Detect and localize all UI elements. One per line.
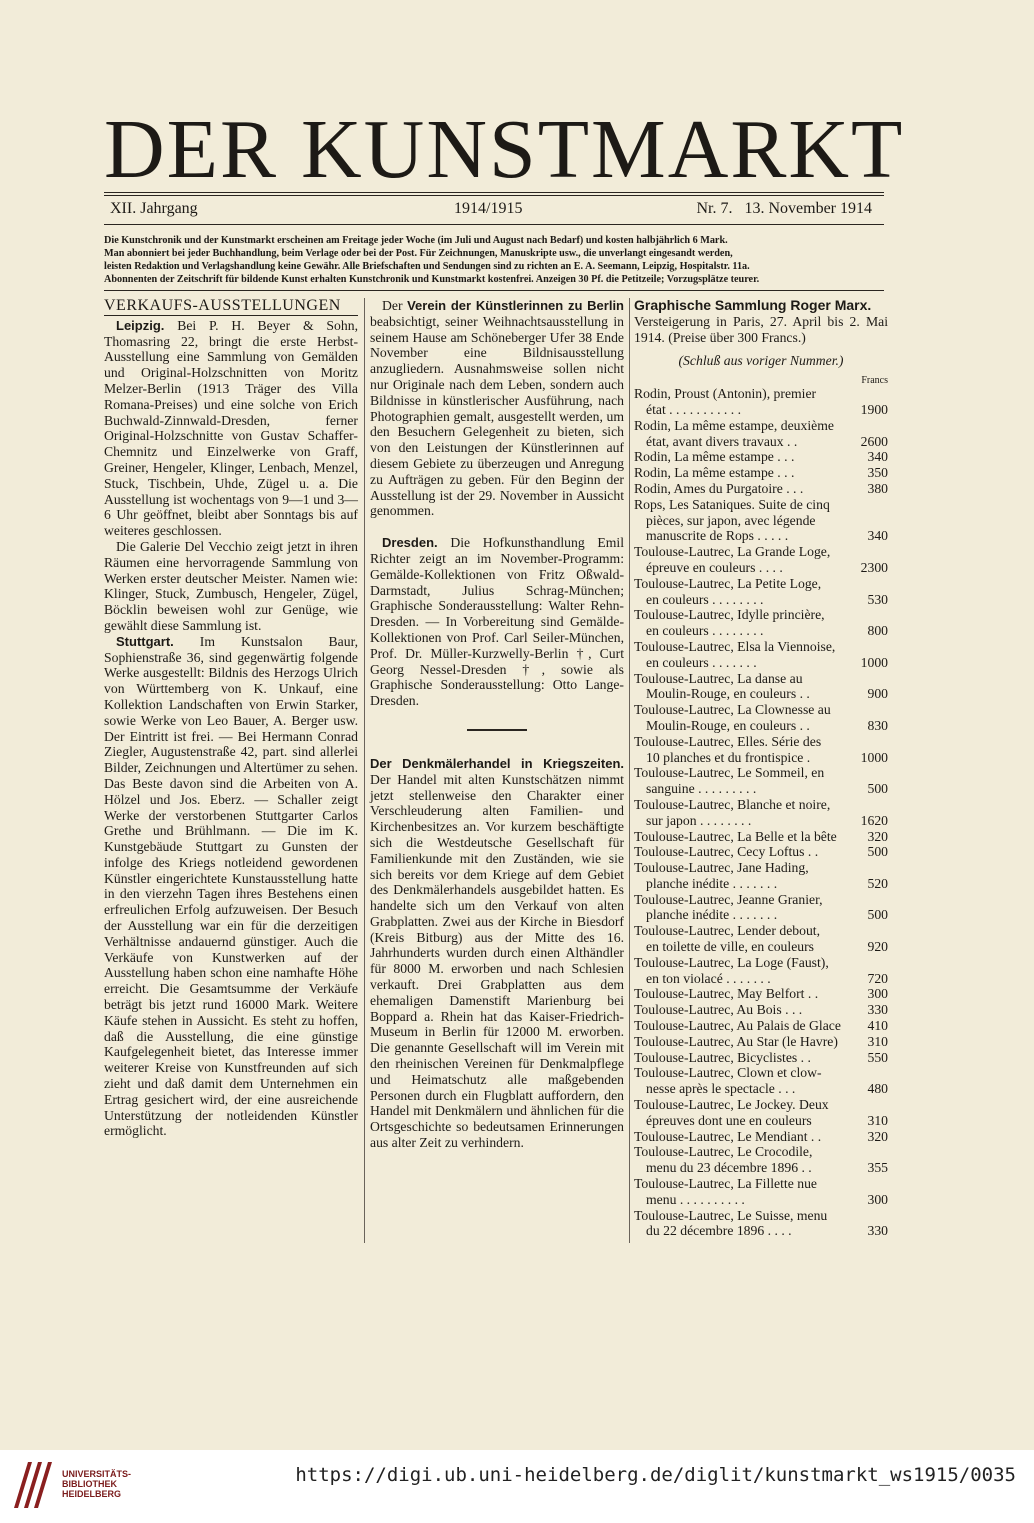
entry-price: 550 [867, 1049, 888, 1065]
entry-price: 500 [867, 781, 888, 797]
price-entry [634, 986, 888, 1002]
price-entry [634, 1065, 888, 1097]
entry-text: sur japon . . . . . . . . [646, 812, 752, 828]
article-text: beabsichtigt, seiner Weihnachtsausstellung in seinem Hause am Schöneberger Ufer 38 Ende November eine Bildnisausstellung anzugliedern. Ausnahmsweise sollen nicht nur Originale nach dem Leben, sondern auch Bildnisse in künstlerischer Ausführung, nach Photographien gemalt, ausgestellt werden, um den Besuchern Gelegenheit zu bieten, sich von den Leistungen der Künstlerinnen auf diesem Gebiete zu überzeugen und Anregung zu Aufträgen zu geben. Für den Beginn der Ausstellung ist der 29. November in Aussicht genommen. [370, 313, 624, 519]
entry-text: épreuve en couleurs . . . . [646, 559, 783, 575]
entry-text: Toulouse-Lautrec, Clown et clow- [634, 1065, 822, 1081]
column-right [634, 298, 888, 1239]
price-entry [634, 860, 888, 892]
entry-title-line [634, 1129, 888, 1145]
section-separator [467, 729, 527, 731]
entry-price: 330 [867, 1223, 888, 1239]
entry-text: Toulouse-Lautrec, La danse au [634, 670, 803, 686]
article-text: Bei P. H. Beyer & Sohn, Thomasring 22, bringt die erste Herbst-Ausstellung eine Sammlung von Gemälden und Original-Holzschnitten von Moritz Melzer-Berlin (1913 Träger des Villa Romana-Preises) und eine solche von Erich Buchwald-Zinnwald-Dresden, ferner Original-Holzschnitte von Gustav Schaffer-Chemnitz und Einzelwerke von Graff, Greiner, Hengeler, Klinger, Lenbach, Menzel, Stuck, Tischbein, Uhde, Zügel u. a. Die Ausstellung ist wochentags von 9—1 und 3—6 Uhr geöffnet, bleibt aber Sonntags bis auf weiteres geschlossen. [104, 317, 358, 539]
notice-rule [104, 290, 884, 291]
price-entry [634, 671, 888, 703]
entry-text: Rops, Les Sataniques. Suite de cinq [634, 496, 830, 512]
entry-continuation-line [634, 528, 888, 544]
entry-price: 830 [867, 717, 888, 733]
entry-text: Toulouse-Lautrec, Le Sommeil, en [634, 765, 825, 781]
issue-years: 1914/1915 [454, 200, 523, 217]
article-text: Der Handel mit alten Kunstschätzen nimmt jetzt stellenweise den Charakter einer Verschleuderung alten Familien- und Kirchenbesitzes an. Vor kurzem beschäftigte sich die Westdeutsche Gesellschaft für Familienkunde mit den Zuständen, wie sie sich bereits vor dem Kriege auf dem Gebiet des Denkmälerhandels ausgebildet hatten. Es handelte sich um den Verkauf von alten Grabplatten. Zwei aus der Kirche in Biesdorf (Kreis Bitburg) aus der Mitte des 16. Jahrhunderts wurden durch einen Althändler für 8000 M. erworben und nach Schlesien verkauft. Drei Grabplatten aus dem ehemaligen Damenstift Marienburg bei Boppard a. Rhein hat das Kaiser-Friedrich-Museum in Berlin für 12000 M. erworben. Die genannte Gesellschaft will im Verein mit den rheinischen Vereinen für Denkmalpflege und Heimatschutz alle maßgebenden Personen durch ein Flugblatt auffordern, den Handel mit Denkmälern und ähnlichen für die Ortsgeschichte so bedeutsamen Erinnerungen aus alter Zeit zu verhindern. [370, 771, 624, 1151]
price-entry [634, 1208, 888, 1240]
entry-continuation-line [634, 1192, 888, 1208]
entry-price: 310 [867, 1033, 888, 1049]
price-entry [634, 418, 888, 450]
entry-price: 720 [867, 970, 888, 986]
issue-number-date: Nr. 7. 13. November 1914 [696, 200, 872, 217]
price-entry [634, 797, 888, 829]
entry-price: 1000 [860, 654, 888, 670]
price-entry [634, 639, 888, 671]
entry-price: 410 [867, 1018, 888, 1034]
entry-text: Toulouse-Lautrec, Au Palais de Glace [634, 1018, 841, 1034]
section-heading: VERKAUFS-AUSSTELLUNGEN [104, 298, 358, 316]
entry-title-line [634, 1034, 888, 1050]
entry-continuation-line [634, 623, 888, 639]
institution-line: BIBLIOTHEK [62, 1479, 117, 1489]
issue-rule [104, 224, 884, 225]
subscription-notice [104, 234, 884, 286]
entry-continuation-line [634, 718, 888, 734]
entry-price: 530 [867, 591, 888, 607]
entry-text: Toulouse-Lautrec, La Loge (Faust), [634, 954, 829, 970]
entry-continuation-line [634, 513, 888, 529]
entry-title-line [634, 465, 888, 481]
entry-price: 340 [867, 528, 888, 544]
article-lead: Der [382, 298, 403, 313]
entry-price: 1000 [860, 749, 888, 765]
price-entry [634, 923, 888, 955]
notice-line: Abonnenten der Zeitschrift für bildende Kunst erhalten Kunstchronik und Kunstmarkt kostenfrei. Anzeigen 30 Pf. die Petitzeile; Vorzugsplätze teurer. [104, 274, 760, 285]
price-entry [634, 465, 888, 481]
entry-price: 300 [867, 1191, 888, 1207]
price-entry [634, 702, 888, 734]
price-list [634, 386, 888, 1239]
entry-text: menu du 23 décembre 1896 . . [646, 1160, 812, 1176]
price-entry [634, 734, 888, 766]
entry-title-line [634, 923, 888, 939]
entry-text: sanguine . . . . . . . . . [646, 781, 757, 797]
entry-title-line [634, 765, 888, 781]
notice-line: Die Kunstchronik und der Kunstmarkt erscheinen am Freitage jeder Woche (im Juli und August nach Bedarf) und kosten halbjährlich 6 Mark. [104, 235, 728, 246]
entry-title-line [634, 844, 888, 860]
entry-text: Toulouse-Lautrec, Le Jockey. Deux [634, 1097, 829, 1113]
institution-line: HEIDELBERG [62, 1489, 122, 1499]
entry-title-line [634, 986, 888, 1002]
price-entry [634, 481, 888, 497]
entry-price: 355 [867, 1160, 888, 1176]
entry-price: 300 [867, 986, 888, 1002]
entry-title-line [634, 829, 888, 845]
entry-text: Toulouse-Lautrec, Le Mendiant . . [634, 1128, 822, 1144]
entry-continuation-line [634, 1160, 888, 1176]
entry-continuation-line [634, 813, 888, 829]
auction-title-text: Graphische Sammlung Roger Marx. [634, 297, 872, 313]
entry-continuation-line [634, 1081, 888, 1097]
article-stuttgart [104, 634, 358, 1140]
entry-text: Toulouse-Lautrec, Au Star (le Havre) [634, 1033, 838, 1049]
entry-text: Toulouse-Lautrec, Lender debout, [634, 923, 821, 939]
entry-text: épreuves dont une en couleurs [646, 1112, 812, 1128]
notice-line: Man abonniert bei jeder Buchhandlung, beim Verlage oder bei der Post. Für Zeichnungen, Manuskripte usw., die unverlangt eingesandt werden, [104, 248, 733, 259]
entry-title-line [634, 734, 888, 750]
price-entry [634, 955, 888, 987]
entry-title-line [634, 418, 888, 434]
library-footer [0, 1450, 1034, 1523]
entry-price: 800 [867, 623, 888, 639]
entry-text: Toulouse-Lautrec, Bicyclistes . . [634, 1049, 811, 1065]
price-entry [634, 544, 888, 576]
entry-price: 340 [867, 449, 888, 465]
price-entry [634, 844, 888, 860]
entry-text: Toulouse-Lautrec, Le Crocodile, [634, 1144, 813, 1160]
entry-title-line [634, 1144, 888, 1160]
entry-text: planche inédite . . . . . . . [646, 907, 778, 923]
university-library-logo-icon [10, 1458, 54, 1512]
entry-text: Rodin, Proust (Antonin), premier [634, 386, 817, 402]
price-entry [634, 892, 888, 924]
continuation-note: (Schluß aus voriger Nummer.) [678, 353, 844, 369]
entry-text: Toulouse-Lautrec, Cecy Loftus . . [634, 844, 819, 860]
place-name: Stuttgart. [116, 633, 174, 649]
entry-title-line [634, 544, 888, 560]
price-entry [634, 1018, 888, 1034]
masthead-rule-top-2 [104, 195, 884, 196]
entry-text: Toulouse-Lautrec, Idylle princière, [634, 607, 825, 623]
entry-text: Toulouse-Lautrec, Jeanne Granier, [634, 891, 823, 907]
entry-text: pièces, sur japon, avec légende [646, 512, 816, 528]
entry-continuation-line [634, 907, 888, 923]
entry-text: menu . . . . . . . . . . [646, 1191, 745, 1207]
column-divider [629, 298, 630, 1243]
entry-price: 500 [867, 844, 888, 860]
article-denkmal [370, 756, 624, 1151]
column-divider [364, 298, 365, 1243]
entry-continuation-line [634, 434, 888, 450]
column-left [104, 298, 358, 1139]
entry-continuation-line [634, 560, 888, 576]
price-entry [634, 1097, 888, 1129]
entry-price: 380 [867, 480, 888, 496]
entry-continuation-line [634, 876, 888, 892]
entry-text: planche inédite . . . . . . . [646, 875, 778, 891]
entry-text: Toulouse-Lautrec, Le Suisse, menu [634, 1207, 828, 1223]
entry-title-line [634, 860, 888, 876]
entry-title-line [634, 1208, 888, 1224]
entry-price: 320 [867, 1128, 888, 1144]
entry-continuation-line [634, 781, 888, 797]
entry-title-line [634, 449, 888, 465]
auction-intro: Versteigerung in Paris, 27. April bis 2. Mai 1914. (Preise über 300 Francs.) [634, 313, 888, 345]
entry-price: 1900 [860, 401, 888, 417]
entry-title-line [634, 576, 888, 592]
article-dresden [370, 535, 624, 709]
entry-text: en couleurs . . . . . . . [646, 654, 757, 670]
entry-title-line [634, 671, 888, 687]
masthead-title: DER KUNSTMARKT [104, 103, 905, 196]
price-entry [634, 576, 888, 608]
entry-title-line [634, 497, 888, 513]
entry-continuation-line [634, 1113, 888, 1129]
entry-price: 330 [867, 1002, 888, 1018]
entry-price: 480 [867, 1081, 888, 1097]
price-entry [634, 1129, 888, 1145]
entry-title-line [634, 955, 888, 971]
masthead-rule-top [104, 192, 884, 193]
entry-title-line [634, 639, 888, 655]
entry-price: 2300 [860, 559, 888, 575]
entry-text: Rodin, La même estampe . . . [634, 465, 795, 481]
entry-continuation-line [634, 1223, 888, 1239]
place-name: Dresden. [382, 535, 438, 551]
entry-text: Toulouse-Lautrec, Elsa la Viennoise, [634, 638, 836, 654]
entry-text: Toulouse-Lautrec, Elles. Série des [634, 733, 822, 749]
entry-text: du 22 décembre 1896 . . . . [646, 1223, 792, 1239]
entry-continuation-line [634, 686, 888, 702]
article-verein [370, 298, 624, 519]
entry-text: Toulouse-Lautrec, Blanche et noire, [634, 796, 831, 812]
entry-title-line [634, 386, 888, 402]
entry-text: Rodin, La même estampe . . . [634, 449, 795, 465]
article-leipzig [104, 318, 358, 539]
entry-text: Toulouse-Lautrec, May Belfort . . [634, 986, 819, 1002]
entry-text: en toilette de ville, en couleurs [646, 939, 814, 955]
institution-line: UNIVERSITÄTS- [62, 1469, 132, 1479]
entry-price: 350 [867, 465, 888, 481]
entry-title-line [634, 892, 888, 908]
article-text: Im Kunstsalon Baur, Sophienstraße 36, sind gegenwärtig folgende Werke ausgestellt: Bildnis des Herzogs Ulrich von Württemberg von K. Unkauf, eine Kollektion Landschaften von Erwin Starker, sowie Werke von Leo Bauer, A. Berger usw. Der Eintritt ist frei. — Bei Hermann Conrad Ziegler, Augustenstraße 42, part. sind allerlei Bilder, Zeichnungen und Altertümer zu sehen. Das Beste davon sind die Arbeiten von A. Hölzel und Jos. Eberz. — Schaller zeigt Werke der verstorbenen Stuttgarter Carlos Grethe und Brühlmann. — Die im K. Kunstgebäude Stuttgart zu Gunsten der infolge des Kriegs notleidend gewordenen Künstler eingerichtete Kunstausstellung hatte in den vierzehn Tagen ihres Bestehens einen erfreulichen Erfolg aufzuweisen. Der Besuch der Ausstellung war ein für die derzeitigen Verhältnisse andauernd günstiger. Auch die Verkäufe von Kunstwerken auf der Ausstellung haben schon eine namhafte Höhe erreicht. Die Gesamtsumme der Verkäufe beträgt bis jetzt rund 16000 Mark. Weitere Käufe stehen in Aussicht. Es steht zu hoffen, daß die Ausstellung, die eine günstige Kaufgelegenheit bietet, das Interesse immer weiterer Kreise von Kunstfreunden auf sich zieht und daß damit dem Unternehmen ein Ertrag gesichert wird, der eine ausreichende Unterstützung der notleidenden Künstler ermöglicht. [104, 633, 359, 1139]
price-entry [634, 1050, 888, 1066]
entry-text: en ton violacé . . . . . . . [646, 970, 771, 986]
entry-text: état, avant divers travaux . . [646, 433, 798, 449]
entry-title-line [634, 1065, 888, 1081]
entry-text: Toulouse-Lautrec, La Petite Loge, [634, 575, 822, 591]
entry-text: Toulouse-Lautrec, La Belle et la bête [634, 828, 837, 844]
article-galerie: Die Galerie Del Vecchio zeigt jetzt in ihren Räumen eine hervorragende Sammlung von Werken erster deutscher Meister. Namen wie: Klinger, Stuck, Zumbusch, Hengeler, Zügel, Böcklin beweisen wohl zur Genüge, wie gewählt diese Sammlung ist. [104, 538, 358, 633]
entry-text: Toulouse-Lautrec, Au Bois . . . [634, 1002, 803, 1018]
place-name: Leipzig. [116, 317, 165, 333]
article-title: Der Denkmälerhandel in Kriegszeiten. [370, 755, 624, 771]
price-entry [634, 765, 888, 797]
entry-price: 320 [867, 828, 888, 844]
entry-price: 520 [867, 875, 888, 891]
entry-text: 10 planches et du frontispice . [646, 749, 811, 765]
auction-title [634, 298, 888, 314]
entry-continuation-line [634, 592, 888, 608]
entry-text: nesse après le spectacle . . . [646, 1081, 796, 1097]
entry-text: Moulin-Rouge, en couleurs . . [646, 686, 810, 702]
entry-text: manuscrite de Rops . . . . . [646, 528, 789, 544]
price-entry [634, 1144, 888, 1176]
entry-text: Moulin-Rouge, en couleurs . . [646, 717, 810, 733]
price-entry [634, 829, 888, 845]
entry-title-line [634, 607, 888, 623]
currency-label: Francs [861, 375, 888, 387]
notice-line: leisten Redaktion und Verlagshandlung keine Gewähr. Alle Briefschaften und Sendungen sind zu richten an E. A. Seemann, Leipzig, Hospitalstr. 11a. [104, 261, 750, 272]
entry-continuation-line [634, 750, 888, 766]
entry-price: 310 [867, 1112, 888, 1128]
issue-volume: XII. Jahrgang [110, 200, 198, 217]
entry-continuation-line [634, 402, 888, 418]
permalink-url[interactable]: https://digi.ub.uni-heidelberg.de/diglit/kunstmarkt_ws1915/0035 [295, 1464, 1016, 1486]
article-text: Die Hofkunsthandlung Emil Richter zeigt an im November-Programm: Gemälde-Kollektionen von Fritz Oßwald-Darmstadt, Julius Schrag-München; Graphische Sonderausstellung: Walter Rehn-Dresden. — In Vorbereitung sind Gemälde-Kollektionen von Prof. Carl Seiler-München, Prof. Dr. Müller-Kurzwelly-Berlin †, Curt Georg Nessel-Dresden †, sowie als Graphische Sonderausstellung: Otto Lange-Dresden. [370, 535, 625, 709]
entry-text: Toulouse-Lautrec, La Clownesse au [634, 702, 831, 718]
price-entry [634, 1034, 888, 1050]
entry-title-line [634, 481, 888, 497]
entry-title-line [634, 1050, 888, 1066]
article-title: Verein der Künstlerinnen zu Berlin [407, 298, 624, 313]
entry-text: état . . . . . . . . . . . [646, 401, 742, 417]
price-entry [634, 1176, 888, 1208]
entry-price: 2600 [860, 433, 888, 449]
entry-title-line [634, 1002, 888, 1018]
column-middle [370, 298, 624, 1151]
entry-continuation-line [634, 655, 888, 671]
entry-price: 500 [867, 907, 888, 923]
entry-title-line [634, 1018, 888, 1034]
entry-text: Rodin, Ames du Purgatoire . . . [634, 480, 804, 496]
price-entry [634, 497, 888, 544]
entry-price: 1620 [860, 812, 888, 828]
institution-name [62, 1469, 131, 1499]
entry-continuation-line [634, 939, 888, 955]
entry-text: en couleurs . . . . . . . . [646, 591, 764, 607]
entry-price: 900 [867, 686, 888, 702]
price-entry [634, 449, 888, 465]
entry-text: Rodin, La même estampe, deuxième [634, 417, 834, 433]
price-entry [634, 607, 888, 639]
entry-price: 920 [867, 939, 888, 955]
entry-text: Toulouse-Lautrec, La Fillette nue [634, 1176, 817, 1192]
price-entry [634, 1002, 888, 1018]
entry-continuation-line [634, 971, 888, 987]
entry-text: Toulouse-Lautrec, Jane Hading, [634, 860, 809, 876]
issue-line [104, 200, 884, 222]
entry-title-line [634, 702, 888, 718]
entry-title-line [634, 797, 888, 813]
entry-text: en couleurs . . . . . . . . [646, 623, 764, 639]
entry-title-line [634, 1097, 888, 1113]
price-entry [634, 386, 888, 418]
entry-text: Toulouse-Lautrec, La Grande Loge, [634, 544, 831, 560]
entry-title-line [634, 1176, 888, 1192]
